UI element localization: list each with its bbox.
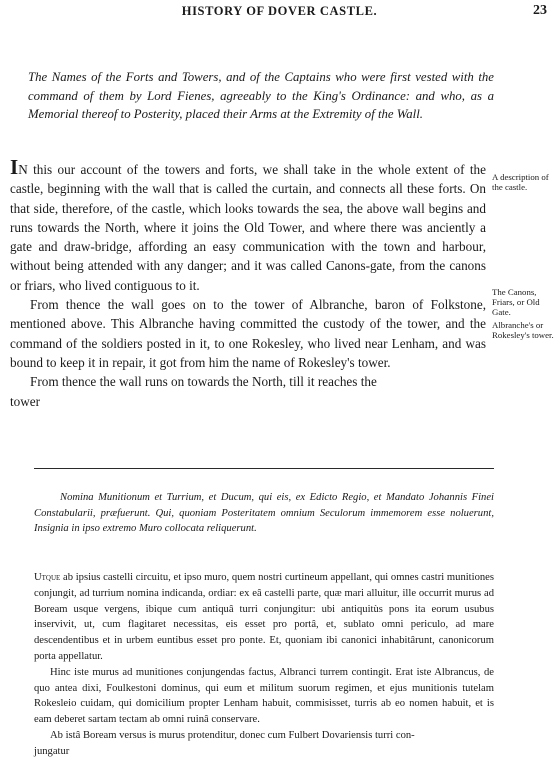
paragraph-1 bbox=[10, 155, 486, 295]
latin-paragraph-2: Hinc iste murus ad munitiones conjungendas factus, Albranci turrem contingit. Erat iste Albrancus, de quo antea dixi, Foulkestoni dominus, qui eum et militum suorum regimen, et ejus munitionis tutelam Rokesleio cuidam, qui domicilium propter Lenham habuit, commisisset, turris ab eo nomen habuit, et is eam deberet sartam tectam ab omni ruinâ conservare. bbox=[34, 666, 494, 726]
latin-title bbox=[34, 490, 494, 537]
latin-paragraph-1-text: ab ipsius castelli circuitu, et ipso muro, quem nostri curtineum appellant, qui omnes castri munitiones conjungit, ad turrium nomina indicanda, ordiar: ex eâ castelli parte, quæ mari alluitur, ille occurrit murus ad Boream usque vergens, ibique cum antiquâ turri conjungitur: ubi antiquitùs pons ita eorum usubus inservivit, ut, cum flagitaret necessitas, eis esset pro portâ, et, sublato omni periculo, ad mare descendentibus et in urbem euntibus esset pro ponte. Et, quoniam ibi canonici inhabitârunt, canonicorum porta appellatur. bbox=[34, 572, 494, 662]
paragraph-3: From thence the wall runs on towards the North, till it reaches the bbox=[30, 374, 377, 390]
latin-title-text: Nomina Munitionum et Turrium, et Ducum, qui eis, ex Edicto Regio, et Mandato Johannis Finei Constabularii, præfuerunt. Qui, quoniam Posteritatem omnium Seculorum immemorem esse noluerunt, Insignia in ipso extremo Muro collocata reliquerunt. bbox=[34, 492, 494, 535]
latin-paragraph-1 bbox=[34, 570, 494, 665]
latin-lead-word: Utque bbox=[34, 572, 61, 583]
latin-catchword: jungatur bbox=[34, 745, 70, 757]
margin-note-canons-gate: The Canons, Friars, or Old Gate. bbox=[492, 287, 540, 318]
paragraph-1-text: N this our account of the towers and forts, we shall take in the whole extent of the castle, beginning with the wall that is called the curtain, and connects all these forts. On that side, therefore, of the castle, which looks towards the sea, the above wall begins and runs towards the North, where it joins the Old Tower, and where there was anciently a gate and draw-bridge, affording an easy communication with the town and harbour, without being attended with any danger; and it was called Canons-gate, from the canons or friars, who lived contiguous to it. bbox=[10, 162, 486, 293]
margin-note-albranche: Albranche's or Rokesley's tower. bbox=[492, 320, 554, 341]
latin-paragraph-3: Ab istâ Boream versus is murus protenditur, donec cum Fulbert Dovariensis turri con- bbox=[50, 729, 415, 741]
latin-body bbox=[34, 570, 494, 760]
page-number: 23 bbox=[533, 3, 547, 18]
catchword: tower bbox=[10, 393, 41, 409]
drop-cap: I bbox=[10, 155, 19, 179]
margin-note-description: A description of the castle. bbox=[492, 172, 549, 193]
section-subtitle bbox=[28, 68, 494, 124]
paragraph-2: From thence the wall goes on to the tower of Albranche, baron of Folkstone, mentioned above. This Albranche having committed the custody of the tower, and the command of the soldiers posted in it, to one Rokesley, who lived near Lenham, and was bound to keep it in repair, it got from him the name of Rokesley's tower. bbox=[10, 297, 486, 370]
running-header: HISTORY OF DOVER CASTLE. bbox=[181, 4, 378, 18]
subtitle-text: The Names of the Forts and Towers, and of the Captains who were first vested with the command of them by Lord Fienes, agreeably to the King's Ordinance: and who, as a Memorial thereof to Posterity, placed their Arms at the Extremity of the Wall. bbox=[28, 70, 494, 122]
english-body bbox=[10, 155, 486, 411]
footnote-divider bbox=[34, 468, 494, 469]
